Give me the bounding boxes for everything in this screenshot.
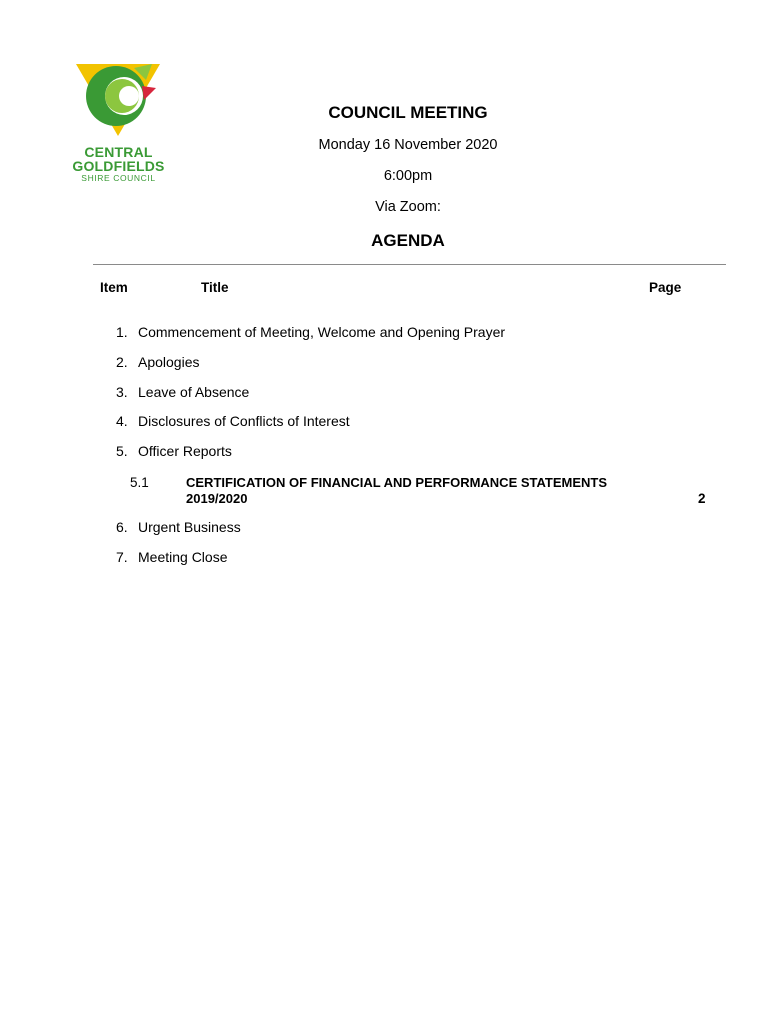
meeting-venue: Via Zoom: [375,199,441,215]
agenda-item-label: Meeting Close [138,549,228,565]
agenda-item-label: Commencement of Meeting, Welcome and Opening Prayer [138,324,506,340]
column-header-title: Title [201,280,229,295]
agenda-item-label: Disclosures of Conflicts of Interest [138,413,350,429]
agenda-item-number: 6. [116,519,128,535]
agenda-item-label: Officer Reports [138,443,232,459]
agenda-item-number: 2. [116,354,128,370]
logo-text-central: CENTRAL [84,144,153,160]
agenda-title: AGENDA [371,231,445,250]
agenda-item-number: 3. [116,384,128,400]
meeting-date: Monday 16 November 2020 [318,137,498,153]
column-header-item: Item [100,280,128,295]
agenda-item-label: Urgent Business [138,519,241,535]
agenda-item-number: 4. [116,413,128,429]
agenda-item-label: Apologies [138,354,200,370]
sub-item-number: 5.1 [130,475,149,490]
meeting-title: COUNCIL MEETING [328,103,488,122]
agenda-item-label: Leave of Absence [138,384,250,400]
logo-text-shire-council: SHIRE COUNCIL [81,173,156,183]
agenda-item-number: 1. [116,324,128,340]
agenda-item-number: 7. [116,549,128,565]
sub-item-title: CERTIFICATION OF FINANCIAL AND PERFORMANCE STATEMENTS 2019/2020 [186,475,608,506]
meeting-time: 6:00pm [383,168,433,184]
logo-text-goldfields: GOLDFIELDS [72,158,165,174]
sub-item-page: 2 [698,491,706,506]
agenda-item-number: 5. [116,443,128,459]
column-header-page: Page [649,280,682,295]
